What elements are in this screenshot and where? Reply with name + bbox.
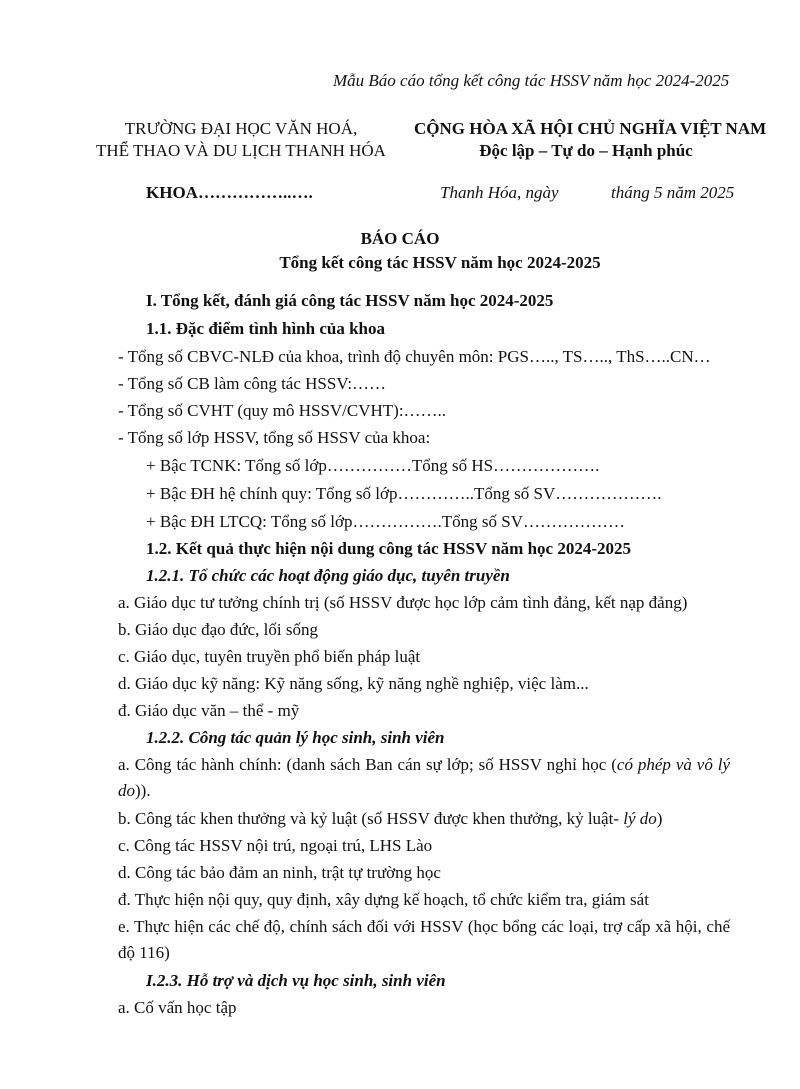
list-item: - Tổng số lớp HSSV, tổng số HSSV của khoa: [118, 428, 431, 447]
reward-text-italic: lý do [623, 809, 657, 828]
section-1-2-heading: 1.2. Kết quả thực hiện nội dung công tác HSSV năm học 2024-2025 [146, 539, 632, 558]
report-subtitle: Tổng kết công tác HSSV năm học 2024-2025 [279, 253, 601, 272]
list-item: - Tổng số CBVC-NLĐ của khoa, trình độ chuyên môn: PGS….., TS….., ThS…..CN… [118, 347, 711, 366]
section-1-1-heading: 1.1. Đặc điểm tình hình của khoa [146, 319, 385, 338]
institution-line-1: TRƯỜNG ĐẠI HỌC VĂN HOÁ, [124, 119, 358, 138]
month-year: tháng 5 năm 2025 [611, 183, 735, 202]
reward-text: b. Công tác khen thưởng và kỷ luật (số HSSV được khen thưởng, kỷ luật- [118, 809, 624, 828]
list-item [118, 752, 730, 804]
national-header [414, 118, 767, 162]
section-1-2-2-heading: 1.2.2. Công tác quản lý học sinh, sinh viên [146, 728, 445, 747]
admin-text: a. Công tác hành chính: (danh sách Ban cán sự lớp; số HSSV nghỉ học ( [118, 755, 617, 774]
reward-text-end: ) [656, 809, 663, 828]
list-item: đ. Thực hiện nội quy, quy định, xây dựng kế hoạch, tổ chức kiểm tra, giám sát [118, 890, 649, 909]
admin-text-end: )). [135, 781, 151, 800]
institution-header [86, 118, 396, 162]
national-motto: Độc lập – Tự do – Hạnh phúc [479, 141, 693, 160]
list-item: + Bậc ĐH hệ chính quy: Tổng số lớp…………..Tổng số SV………………. [146, 484, 662, 503]
template-note: Mẫu Báo cáo tổng kết công tác HSSV năm học 2024-2025 [333, 71, 730, 90]
list-item: b. Giáo dục đạo đức, lối sống [118, 620, 318, 639]
institution-line-2: THỂ THAO VÀ DU LỊCH THANH HÓA [96, 141, 386, 160]
section-1-heading: I. Tổng kết, đánh giá công tác HSSV năm học 2024-2025 [146, 291, 554, 310]
list-item: + Bậc ĐH LTCQ: Tổng số lớp…………….Tổng số SV……………… [146, 512, 626, 531]
section-1-2-3-heading: I.2.3. Hỗ trợ và dịch vụ học sinh, sinh viên [146, 971, 446, 990]
faculty-field: KHOA……………..…. [146, 183, 313, 202]
list-item: c. Công tác HSSV nội trú, ngoại trú, LHS Lào [118, 836, 433, 855]
list-item: d. Giáo dục kỹ năng: Kỹ năng sống, kỹ năng nghề nghiệp, việc làm... [118, 674, 589, 693]
list-item: d. Công tác bảo đảm an ninh, trật tự trường học [118, 863, 441, 882]
admin-text-italic: có phép và vô lý do [118, 755, 730, 800]
list-item: + Bậc TCNK: Tổng số lớp……………Tổng số HS………………. [146, 456, 600, 475]
list-item: - Tổng số CB làm công tác HSSV:…… [118, 374, 387, 393]
list-item: a. Cố vấn học tập [118, 998, 237, 1017]
national-title: CỘNG HÒA XÃ HỘI CHỦ NGHĨA VIỆT NAM [414, 119, 767, 138]
list-item: - Tổng số CVHT (quy mô HSSV/CVHT):…….. [118, 401, 447, 420]
section-1-2-1-heading: 1.2.1. Tổ chức các hoạt động giáo dục, tuyên truyền [146, 566, 510, 585]
list-item: c. Giáo dục, tuyên truyền phổ biến pháp luật [118, 647, 421, 666]
list-item: e. Thực hiện các chế độ, chính sách đối với HSSV (học bổng các loại, trợ cấp xã hội, chế độ 116) [118, 917, 730, 962]
place-date: Thanh Hóa, ngày [440, 183, 559, 202]
report-title: BÁO CÁO [360, 229, 440, 248]
list-item [118, 808, 662, 830]
list-item: đ. Giáo dục văn – thể - mỹ [118, 701, 300, 720]
list-item: a. Giáo dục tư tưởng chính trị (số HSSV được học lớp cảm tình đảng, kết nạp đảng) [118, 593, 688, 612]
